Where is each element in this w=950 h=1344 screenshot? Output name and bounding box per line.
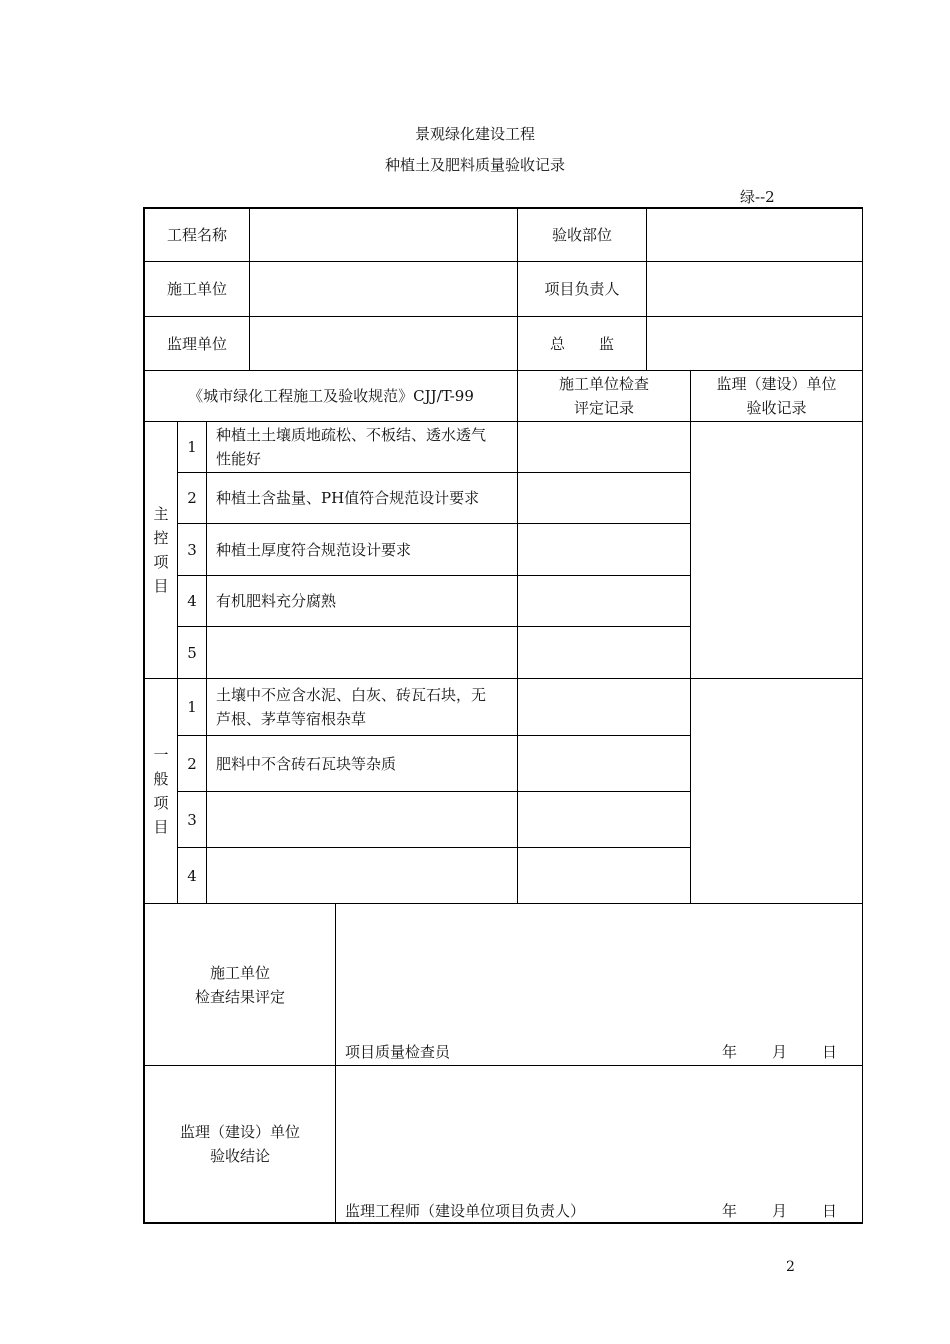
main-item-text: 有机肥料充分腐熟	[216, 592, 337, 610]
main-item-text	[216, 422, 516, 472]
month-label: 月	[772, 1043, 788, 1061]
supervision-unit-label: 监理单位	[166, 334, 227, 353]
main-item-number: 2	[187, 489, 197, 507]
general-item-text-line1: 土壤中不应含水泥、白灰、砖瓦石块，无	[216, 686, 487, 704]
main-item-check-field[interactable]	[518, 422, 690, 472]
general-items-supervision-field[interactable]	[691, 679, 862, 903]
general-item-check-field[interactable]	[518, 848, 690, 903]
general-item-number: 4	[187, 866, 197, 885]
spec-reference: 《城市绿化工程施工及验收规范》CJJ/T-99	[188, 387, 474, 405]
main-item-check-field[interactable]	[518, 524, 690, 575]
group-char: 主	[153, 505, 169, 523]
main-item-number: 3	[187, 540, 197, 559]
construction-unit-label: 施工单位	[166, 280, 227, 298]
general-item-check-field[interactable]	[518, 736, 690, 791]
supervision-engineer-label: 监理工程师（建设单位项目负责人）	[345, 1202, 586, 1220]
supervision-record-header-line1: 监理（建设）单位	[716, 375, 837, 393]
inspection-part-field[interactable]	[647, 208, 862, 261]
main-item-check-field[interactable]	[518, 473, 690, 523]
year-label: 年	[722, 1202, 738, 1220]
general-item-text-line2: 芦根、茅草等宿根杂草	[216, 710, 367, 728]
general-item-check-field[interactable]	[518, 792, 690, 847]
general-item-text-field[interactable]	[216, 792, 516, 847]
chief-supervisor-label	[518, 317, 646, 370]
construction-result-field[interactable]	[336, 904, 862, 1034]
main-item-text-field[interactable]	[216, 627, 516, 678]
general-item-text: 肥料中不含砖石瓦块等杂质	[216, 754, 397, 773]
year-label: 年	[722, 1043, 738, 1061]
group-char: 控	[153, 529, 169, 547]
month-label: 月	[772, 1202, 788, 1220]
general-item-number: 2	[187, 754, 197, 773]
day-label: 日	[822, 1043, 838, 1061]
general-item-number: 3	[187, 810, 197, 829]
main-item-text: 种植土厚度符合规范设计要求	[216, 540, 412, 559]
construction-check-header-line1: 施工单位检查	[558, 375, 649, 393]
general-item-number: 1	[187, 698, 197, 716]
chief-supervisor-char-2: 监	[599, 334, 615, 353]
construction-check-header	[518, 371, 690, 421]
main-item-check-field[interactable]	[518, 627, 690, 678]
supervision-conclusion-field[interactable]	[336, 1066, 862, 1194]
quality-inspector-label: 项目质量检查员	[345, 1043, 451, 1061]
main-item-number: 1	[187, 438, 197, 456]
main-items-supervision-field[interactable]	[691, 422, 862, 678]
construction-check-header-line2: 评定记录	[573, 399, 634, 417]
project-name-field[interactable]	[250, 208, 517, 261]
day-label: 日	[822, 1202, 838, 1220]
supervision-unit-field[interactable]	[250, 317, 517, 370]
project-leader-field[interactable]	[647, 262, 862, 316]
main-items-group-label	[145, 422, 177, 678]
group-char: 项	[153, 794, 169, 812]
general-items-group-label	[145, 679, 177, 903]
construction-result-label-line1: 施工单位	[209, 963, 270, 982]
main-item-number: 5	[187, 643, 197, 662]
general-item-check-field[interactable]	[518, 679, 690, 735]
form-number: 绿--2	[740, 188, 775, 206]
supervision-conclusion-label	[145, 1066, 335, 1222]
inspection-part-label: 验收部位	[551, 225, 612, 244]
group-char: 般	[153, 770, 169, 788]
group-char: 项	[153, 553, 169, 571]
main-item-check-field[interactable]	[518, 576, 690, 626]
supervision-record-header-line2: 验收记录	[746, 399, 807, 417]
document-subtitle: 种植土及肥料质量验收记录	[384, 156, 565, 174]
project-name-label: 工程名称	[166, 225, 227, 244]
supervision-conclusion-label-line2: 验收结论	[209, 1147, 270, 1165]
document-title: 景观绿化建设工程	[414, 125, 535, 143]
construction-result-label	[145, 904, 335, 1065]
construction-result-label-line2: 检查结果评定	[194, 987, 285, 1006]
supervision-conclusion-label-line1: 监理（建设）单位	[179, 1123, 300, 1141]
main-item-text-line2: 性能好	[216, 450, 262, 468]
general-item-text-field[interactable]	[216, 848, 516, 903]
page-number: 2	[786, 1259, 795, 1275]
supervision-record-header	[691, 371, 862, 421]
group-char: 目	[153, 577, 169, 595]
chief-supervisor-char-1: 总	[549, 334, 565, 353]
main-item-text-line1: 种植土土壤质地疏松、不板结、透水透气	[216, 426, 487, 444]
construction-unit-field[interactable]	[250, 262, 517, 316]
main-item-number: 4	[187, 592, 197, 610]
main-item-text: 种植土含盐量、PH值符合规范设计要求	[216, 489, 480, 507]
general-item-text	[216, 679, 516, 735]
group-char: 一	[153, 746, 169, 764]
project-leader-label: 项目负责人	[544, 280, 620, 298]
chief-supervisor-field[interactable]	[647, 317, 862, 370]
group-char: 目	[153, 818, 169, 836]
